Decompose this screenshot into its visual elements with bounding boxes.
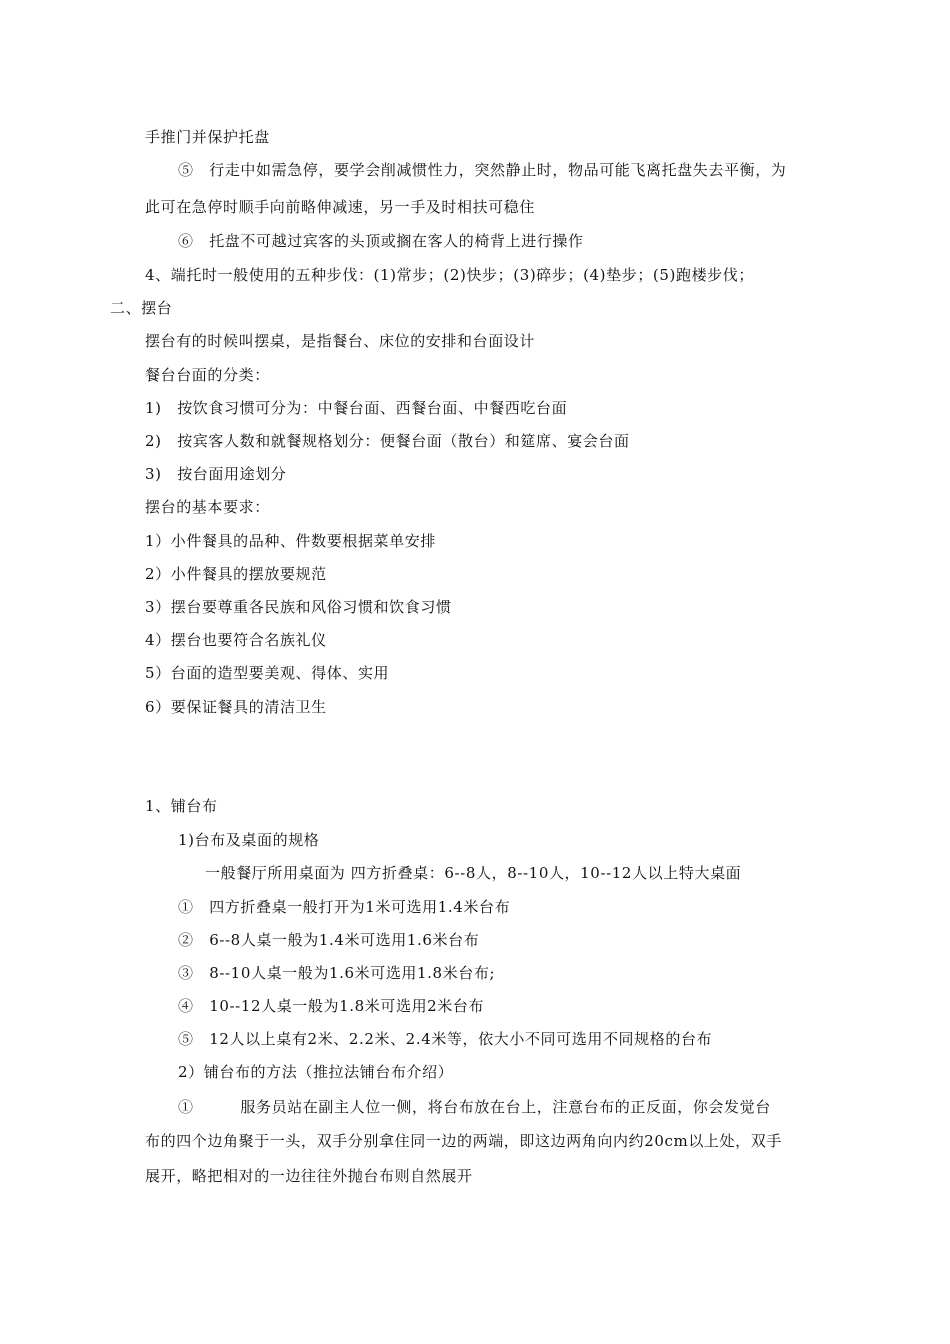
- text-line-carry-door: 手推门并保护托盘: [145, 128, 270, 146]
- text-line-spec-heading: 1)台布及桌面的规格: [178, 831, 320, 849]
- list-item-class-2: 2) 按宾客人数和就餐规格划分：便餐台面（散台）和筵席、宴会台面: [145, 432, 630, 450]
- list-item-spec-2: ② 6--8人桌一般为1.4米可选用1.6米台布: [178, 931, 480, 949]
- list-item-req-6: 6）要保证餐具的清洁卫生: [145, 698, 327, 716]
- text-line-method-1-end: 展开，略把相对的一边往往外抛台布则自然展开: [145, 1167, 473, 1185]
- list-item-class-1: 1) 按饮食习惯可分为：中餐台面、西餐台面、中餐西吃台面: [145, 399, 568, 417]
- list-item-req-2: 2）小件餐具的摆放要规范: [145, 565, 327, 583]
- list-item-spec-4: ④ 10--12人桌一般为1.8米可选用2米台布: [178, 997, 485, 1015]
- text-line-item-6: ⑥ 托盘不可越过宾客的头顶或搁在客人的椅背上进行操作: [178, 232, 584, 250]
- list-item-req-3: 3）摆台要尊重各民族和风俗习惯和饮食习惯: [145, 598, 452, 616]
- list-item-class-3: 3) 按台面用途划分: [145, 465, 287, 483]
- text-line-table-sizes: 一般餐厅所用桌面为 四方折叠桌：6--8人，8--10人，10--12人以上特大桌面: [205, 864, 742, 882]
- text-line-steps: 4、端托时一般使用的五种步伐：(1)常步；(2)快步；(3)碎步；(4)垫步；(5)跑楼步伐；: [145, 266, 754, 284]
- list-item-spec-5: ⑤ 12人以上桌有2米、2.2米、2.4米等，依大小不同可选用不同规格的台布: [178, 1030, 713, 1048]
- list-item-req-1: 1）小件餐具的品种、件数要根据菜单安排: [145, 532, 436, 550]
- subsection-heading-tablecloth: 1、铺台布: [145, 797, 218, 815]
- list-item-spec-1: ① 四方折叠桌一般打开为1米可选用1.4米台布: [178, 898, 511, 916]
- section-heading-table-setting: 二、摆台: [110, 299, 173, 317]
- text-line-definition: 摆台有的时候叫摆桌，是指餐台、床位的安排和台面设计: [145, 332, 536, 350]
- text-line-item-5-cont: 此可在急停时顺手向前略伸减速，另一手及时相扶可稳住: [145, 198, 536, 216]
- list-item-req-5: 5）台面的造型要美观、得体、实用: [145, 664, 390, 682]
- text-line-item-5-stop: ⑤ 行走中如需急停，要学会削减惯性力，突然静止时，物品可能飞离托盘失去平衡，为: [178, 161, 787, 179]
- text-line-method-1-cont: 布的四个边角聚于一头，双手分别拿住同一边的两端，即这边两角向内约20cm以上处，双手: [145, 1132, 782, 1150]
- text-line-classification-heading: 餐台台面的分类：: [145, 366, 270, 384]
- list-item-method-1: ① 服务员站在副主人位一侧，将台布放在台上，注意台布的正反面，你会发觉台: [178, 1098, 771, 1116]
- text-line-requirements-heading: 摆台的基本要求：: [145, 498, 270, 516]
- list-item-spec-3: ③ 8--10人桌一般为1.6米可选用1.8米台布;: [178, 964, 496, 982]
- list-item-req-4: 4）摆台也要符合名族礼仪: [145, 631, 327, 649]
- text-line-method-heading: 2）铺台布的方法（推拉法铺台布介绍）: [178, 1063, 454, 1081]
